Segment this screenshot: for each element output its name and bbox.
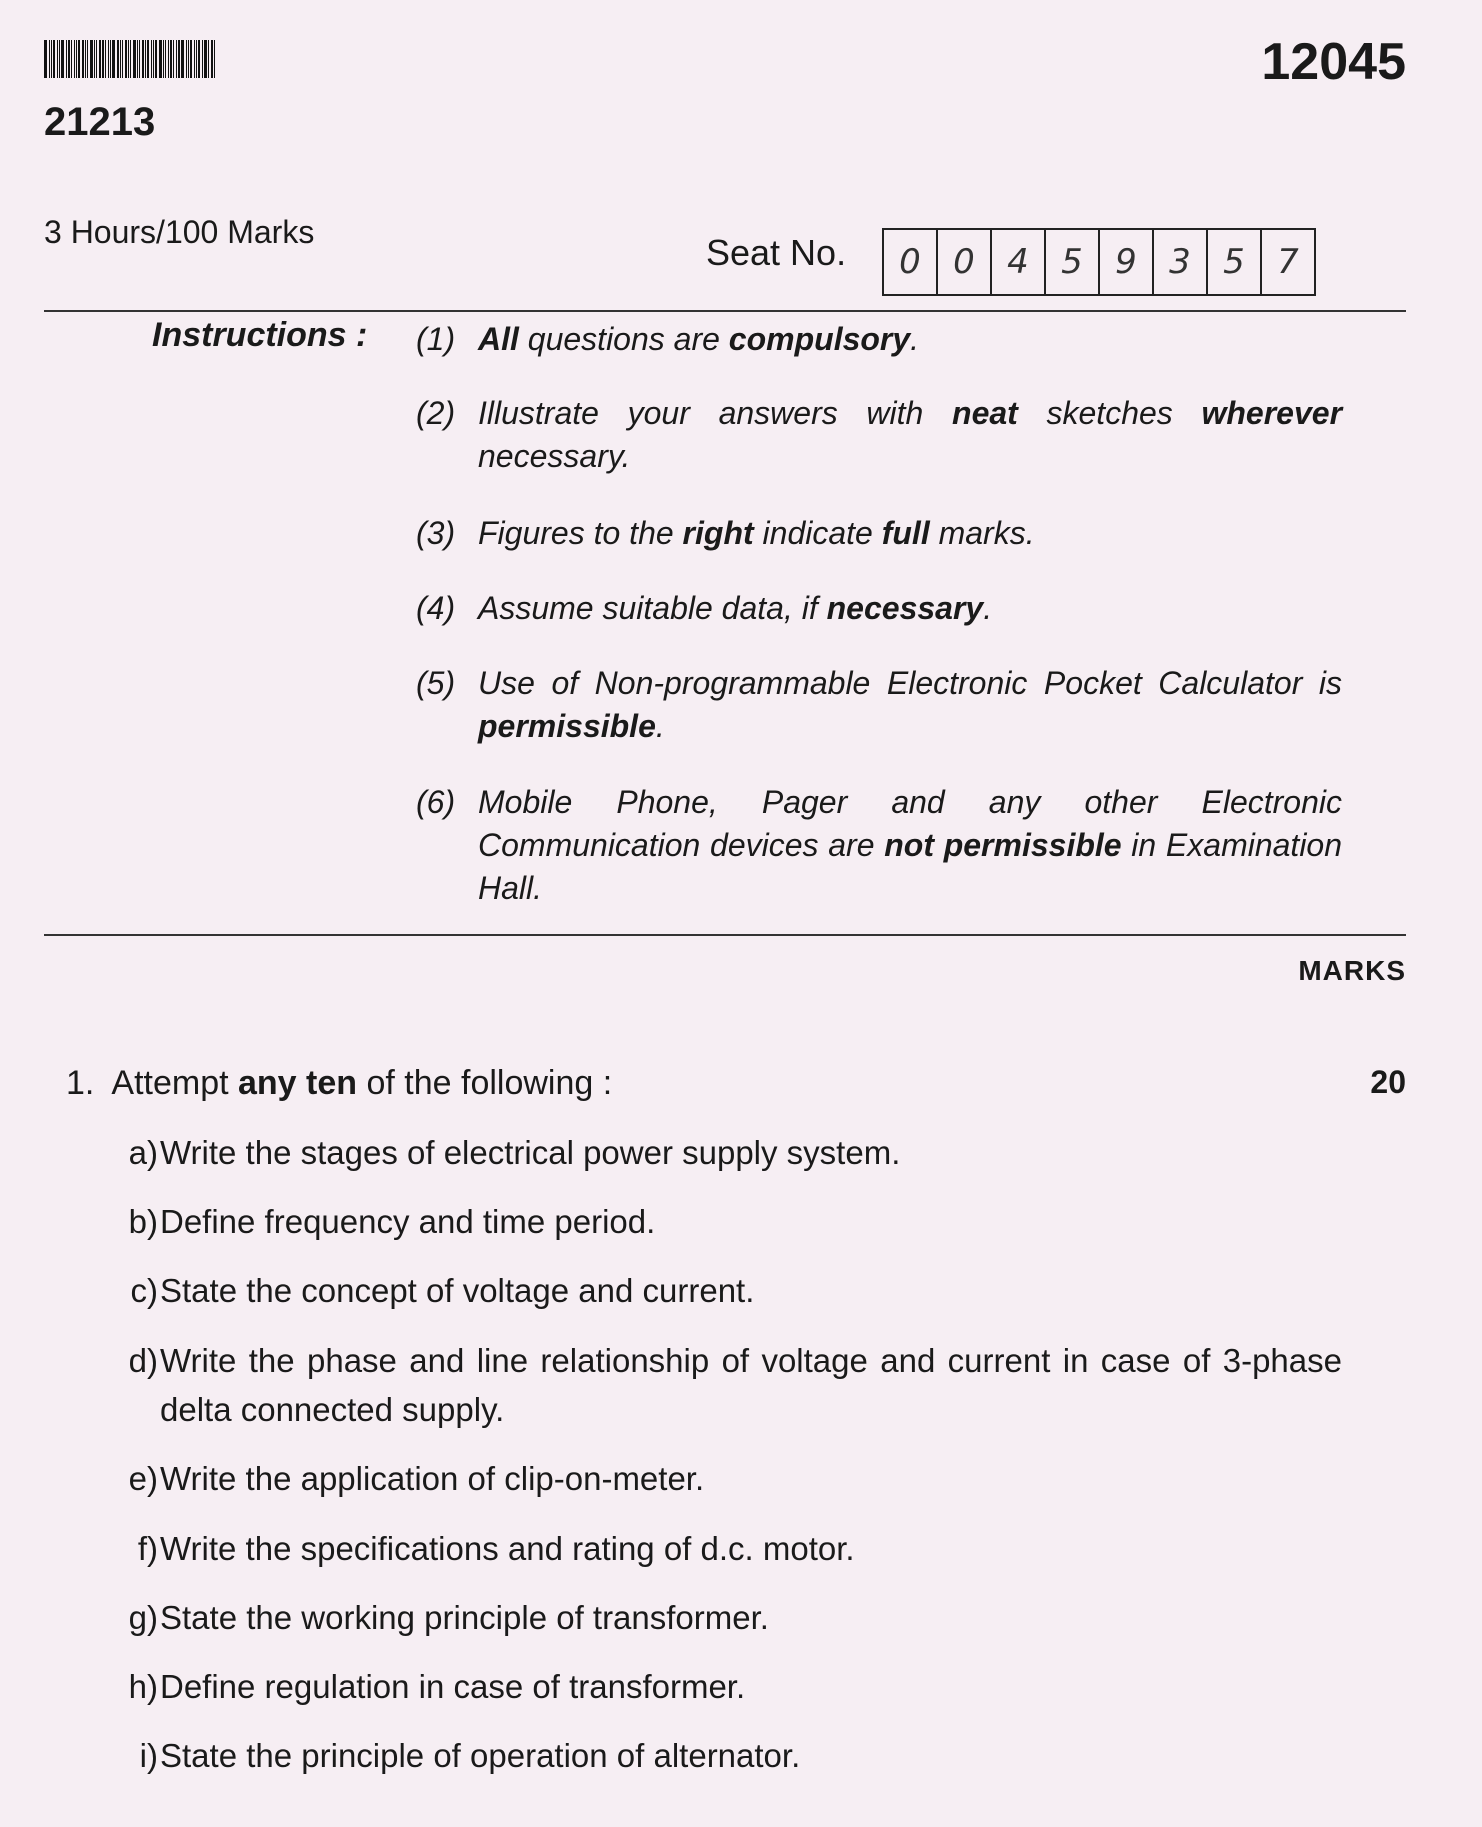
barcode (44, 40, 260, 78)
barcode-bar (53, 40, 55, 78)
barcode-bar (61, 40, 64, 78)
barcode-bar (110, 40, 111, 78)
barcode-bar (139, 40, 140, 78)
barcode-bar (142, 40, 144, 78)
barcode-bar (59, 40, 60, 78)
divider (44, 310, 1406, 312)
barcode-bar (68, 40, 70, 78)
barcode-bar (151, 40, 152, 78)
seat-digit: 3 (1154, 230, 1208, 294)
barcode-bar (194, 40, 195, 78)
barcode-bar (208, 40, 209, 78)
barcode-bar (90, 40, 93, 78)
barcode-bar (170, 40, 172, 78)
barcode-bar (85, 40, 86, 78)
barcode-bar (74, 40, 75, 78)
seat-number-boxes (882, 228, 1316, 296)
barcode-bar (66, 40, 67, 78)
seat-digit: 7 (1277, 242, 1299, 282)
barcode-bar (204, 40, 207, 78)
barcode-bar (94, 40, 95, 78)
barcode-bar (130, 40, 131, 78)
question-item: c) State the concept of voltage and current. (130, 1272, 755, 1309)
duration-marks: 3 Hours/100 Marks (44, 214, 315, 250)
barcode-bar (82, 40, 84, 78)
barcode-bar (176, 40, 177, 78)
barcode-bar (122, 40, 123, 78)
question-item: g) State the working principle of transformer. (128, 1599, 769, 1636)
instruction-item: (3) Figures to the right indicate full marks. (416, 515, 1035, 551)
instruction-item: (1) All questions are compulsory. (416, 321, 920, 357)
instruction-item: (6) Mobile Phone, Pager and any other Electronic Communication devices are not permissible in Examination Hall. (416, 784, 1343, 906)
barcode-bar (211, 40, 213, 78)
seat-digit: 5 (1046, 230, 1100, 294)
barcode-bar (188, 40, 189, 78)
question-item: d) Write the phase and line relationship of voltage and current in case of 3-phase delta connected supply. (128, 1342, 1342, 1428)
barcode-bar (117, 40, 119, 78)
barcode-bar (133, 40, 136, 78)
barcode-bar (128, 40, 129, 78)
barcode-bar (168, 40, 169, 78)
barcode-bar (96, 40, 97, 78)
instructions-title: Instructions : (152, 316, 368, 354)
barcode-bar (155, 40, 157, 78)
barcode-bar (163, 40, 164, 78)
instruction-item: (2) Illustrate your answers with neat sketches wherever necessary. (416, 395, 1343, 474)
barcode-bar (196, 40, 197, 78)
barcode-bar (49, 40, 50, 78)
question-item: b) Define frequency and time period. (128, 1203, 656, 1240)
seat-digit: 9 (1100, 230, 1154, 294)
barcode-bar (71, 40, 72, 78)
subject-code: 12045 (1261, 33, 1406, 91)
seat-digit: 4 (992, 230, 1046, 294)
question-1-marks: 20 (1370, 1064, 1406, 1100)
seat-label: Seat No. (706, 232, 847, 273)
barcode-bar (102, 40, 104, 78)
question-item: f) Write the specifications and rating of d.c. motor. (137, 1530, 855, 1567)
paper-code: 21213 (44, 100, 156, 144)
question-item: h) Define regulation in case of transformer. (128, 1668, 746, 1705)
barcode-bar (186, 40, 187, 78)
barcode-bar (178, 40, 180, 78)
marks-heading: MARKS (1298, 955, 1406, 986)
seat-digit: 0 (938, 230, 992, 294)
question-1-heading: 1. Attempt any ten of the following : (66, 1064, 613, 1102)
seat-digit: 5 (1208, 230, 1262, 294)
barcode-bar (78, 40, 80, 78)
barcode-bar (181, 40, 184, 78)
barcode-bar (173, 40, 174, 78)
barcode-bar (165, 40, 166, 78)
barcode-bar (145, 40, 146, 78)
barcode-bar (57, 40, 58, 78)
barcode-bar (87, 40, 88, 78)
seat-digit: 0 (884, 230, 938, 294)
question-item: a) Write the stages of electrical power supply system. (128, 1134, 901, 1171)
barcode-bar (76, 40, 77, 78)
barcode-bar (202, 40, 203, 78)
barcode-bar (159, 40, 162, 78)
barcode-bar (190, 40, 192, 78)
barcode-bar (105, 40, 106, 78)
instruction-item: (4) Assume suitable data, if necessary. (416, 590, 993, 626)
barcode-bar (147, 40, 149, 78)
barcode-bar (51, 40, 52, 78)
barcode-bar (99, 40, 101, 78)
barcode-bar (153, 40, 154, 78)
question-item: i) State the principle of operation of alternator. (139, 1737, 801, 1774)
barcode-bar (44, 40, 47, 78)
barcode-bar (137, 40, 138, 78)
barcode-bar (108, 40, 109, 78)
barcode-bar (120, 40, 121, 78)
barcode-bar (214, 40, 215, 78)
instruction-item: (5) Use of Non-programmable Electronic Pocket Calculator is permissible. (416, 665, 1342, 744)
divider (44, 934, 1406, 936)
barcode-bar (112, 40, 115, 78)
question-item: e) Write the application of clip-on-meter. (128, 1460, 705, 1497)
barcode-bar (125, 40, 127, 78)
barcode-bar (198, 40, 200, 78)
